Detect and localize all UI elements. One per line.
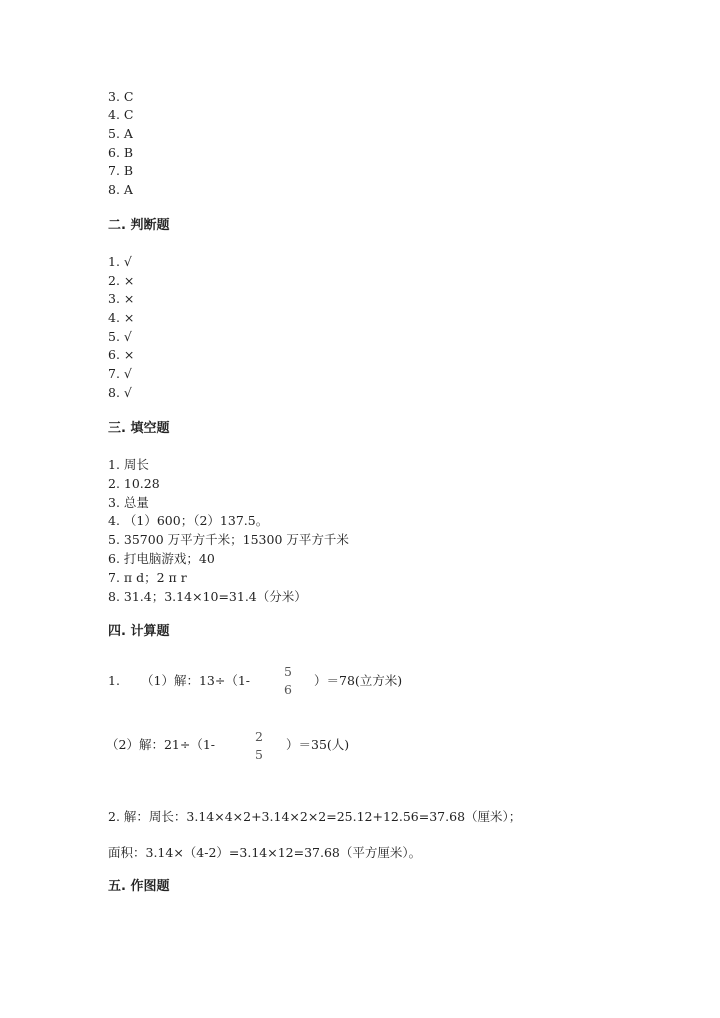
fill-answer: 2. 10.28 xyxy=(108,476,160,491)
fill-answer: 4. （1）600；（2）137.5。 xyxy=(108,513,269,528)
section-heading-draw: 五. 作图题 xyxy=(108,879,170,894)
judge-answer: 3. × xyxy=(108,291,135,306)
section-heading-fill: 三. 填空题 xyxy=(108,421,170,436)
choice-answer: 6. B xyxy=(108,145,134,160)
choice-answer: 7. B xyxy=(108,163,134,178)
calc-q2-line1: 2. 解：周长：3.14×4×2+3.14×2×2=25.12+12.56=37.68（厘米）； xyxy=(108,809,522,824)
fraction-numerator: 2 xyxy=(255,729,263,744)
fill-answer: 7. π d；2 π r xyxy=(108,570,187,585)
fraction-numerator: 5 xyxy=(284,664,292,679)
judge-answer: 7. √ xyxy=(108,366,132,381)
calc-q2-line2: 面积：3.14×（4-2）=3.14×12=37.68（平方厘米）。 xyxy=(108,845,422,860)
judge-answer: 5. √ xyxy=(108,329,132,344)
choice-answer: 5. A xyxy=(108,126,133,141)
fill-answer: 8. 31.4；3.14×10=31.4（分米） xyxy=(108,589,307,604)
fill-answer: 6. 打电脑游戏；40 xyxy=(108,551,215,566)
fill-answer: 5. 35700 万平方千米；15300 万平方千米 xyxy=(108,532,349,547)
calc-q1a-right: ）＝78(立方米) xyxy=(314,673,403,688)
calc-q1b-left: （2）解：21÷（1- xyxy=(106,737,216,752)
choice-answer: 4. C xyxy=(108,107,134,122)
section-heading-calc: 四. 计算题 xyxy=(108,624,170,639)
section-heading-judge: 二. 判断题 xyxy=(108,218,170,233)
fraction-denominator: 6 xyxy=(284,682,292,697)
judge-answer: 6. × xyxy=(108,347,135,362)
fill-answer: 1. 周长 xyxy=(108,457,149,472)
calc-q1a-left: （1）解：13÷（1- xyxy=(141,673,251,688)
judge-answer: 2. × xyxy=(108,273,135,288)
fraction-denominator: 5 xyxy=(255,747,263,762)
fill-answer: 3. 总量 xyxy=(108,495,149,510)
judge-answer: 1. √ xyxy=(108,254,132,269)
judge-answer: 4. × xyxy=(108,310,135,325)
choice-answer: 8. A xyxy=(108,182,133,197)
calc-q1b-right: ）＝35(人) xyxy=(286,737,350,752)
judge-answer: 8. √ xyxy=(108,385,132,400)
calc-q1-number: 1. xyxy=(108,673,120,688)
choice-answer: 3. C xyxy=(108,89,134,104)
